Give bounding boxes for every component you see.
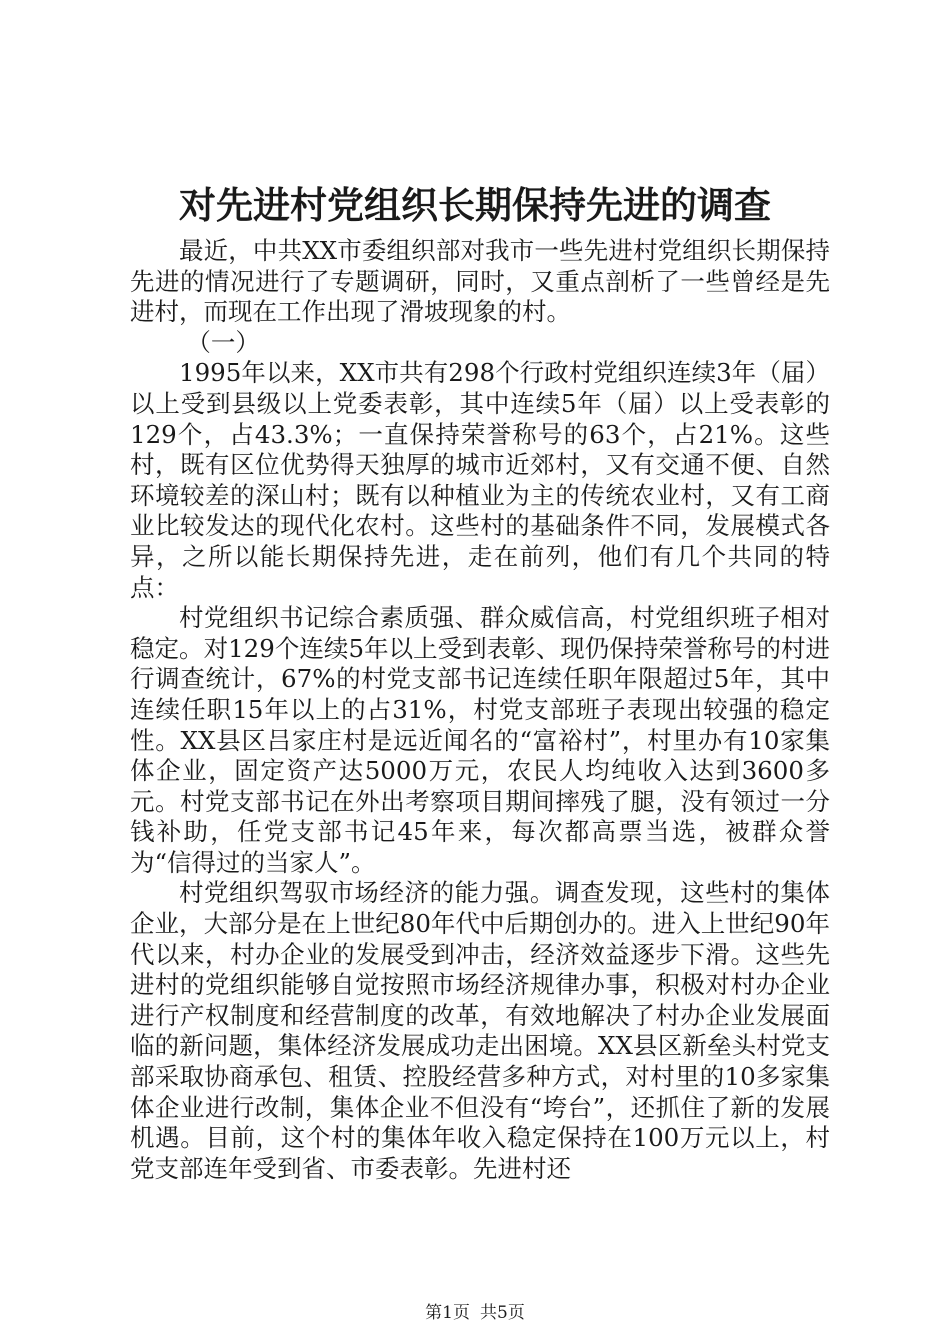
page-total: 共5页 — [480, 1303, 525, 1323]
paragraph-overview: 1995年以来，XX市共有298个行政村党组织连续3年（届）以上受到县级以上党委表彰，其中连续5年（届）以上受表彰的129个，占43.3%；一直保持荣誉称号的63个，占21%。这些村，既有区位优势得天独厚的城市近郊村，又有交通不便、自然环境较差的深山村；既有以种植业为主的传统农业村，又有工商业比较发达的现代化农村。这些村的基础条件不同，发展模式各异，之所以能长期保持先进，走在前列，他们有几个共同的特点： — [130, 358, 830, 602]
page-footer — [0, 1302, 950, 1324]
paragraph-market-economy: 村党组织驾驭市场经济的能力强。调查发现，这些村的集体企业，大部分是在上世纪80年代中后期创办的。进入上世纪90年代以来，村办企业的发展受到冲击，经济效益逐步下滑。这些先进村的党组织能够自觉按照市场经济规律办事，积极对村办企业进行产权制度和经营制度的改革，有效地解决了村办企业发展面临的新问题，集体经济发展成功走出困境。XX县区新垒头村党支部采取协商承包、租赁、控股经营多种方式，对村里的10多家集体企业进行改制，集体企业不但没有“垮台”，还抓住了新的发展机遇。目前，这个村的集体年收入稳定保持在100万元以上，村党支部连年受到省、市委表彰。先进村还 — [130, 878, 830, 1183]
paragraph-leadership: 村党组织书记综合素质强、群众威信高，村党组织班子相对稳定。对129个连续5年以上受到表彰、现仍保持荣誉称号的村进行调查统计，67%的村党支部书记连续任职年限超过5年，其中连续任职15年以上的占31%，村党支部班子表现出较强的稳定性。XX县区吕家庄村是远近闻名的“富裕村”，村里办有10家集体企业，固定资产达5000万元，农民人均纯收入达到3600多元。村党支部书记在外出考察项目期间摔残了腿，没有领过一分钱补助，任党支部书记45年来，每次都高票当选，被群众誉为“信得过的当家人”。 — [130, 603, 830, 877]
section-heading: （一） — [186, 327, 260, 357]
paragraph-intro: 最近，中共XX市委组织部对我市一些先进村党组织长期保持先进的情况进行了专题调研，同时，又重点剖析了一些曾经是先进村，而现在工作出现了滑坡现象的村。 — [130, 236, 830, 327]
page-number: 第1页 — [425, 1303, 470, 1323]
document-body — [130, 236, 830, 1184]
document-title: 对先进村党组织长期保持先进的调查 — [179, 183, 771, 227]
